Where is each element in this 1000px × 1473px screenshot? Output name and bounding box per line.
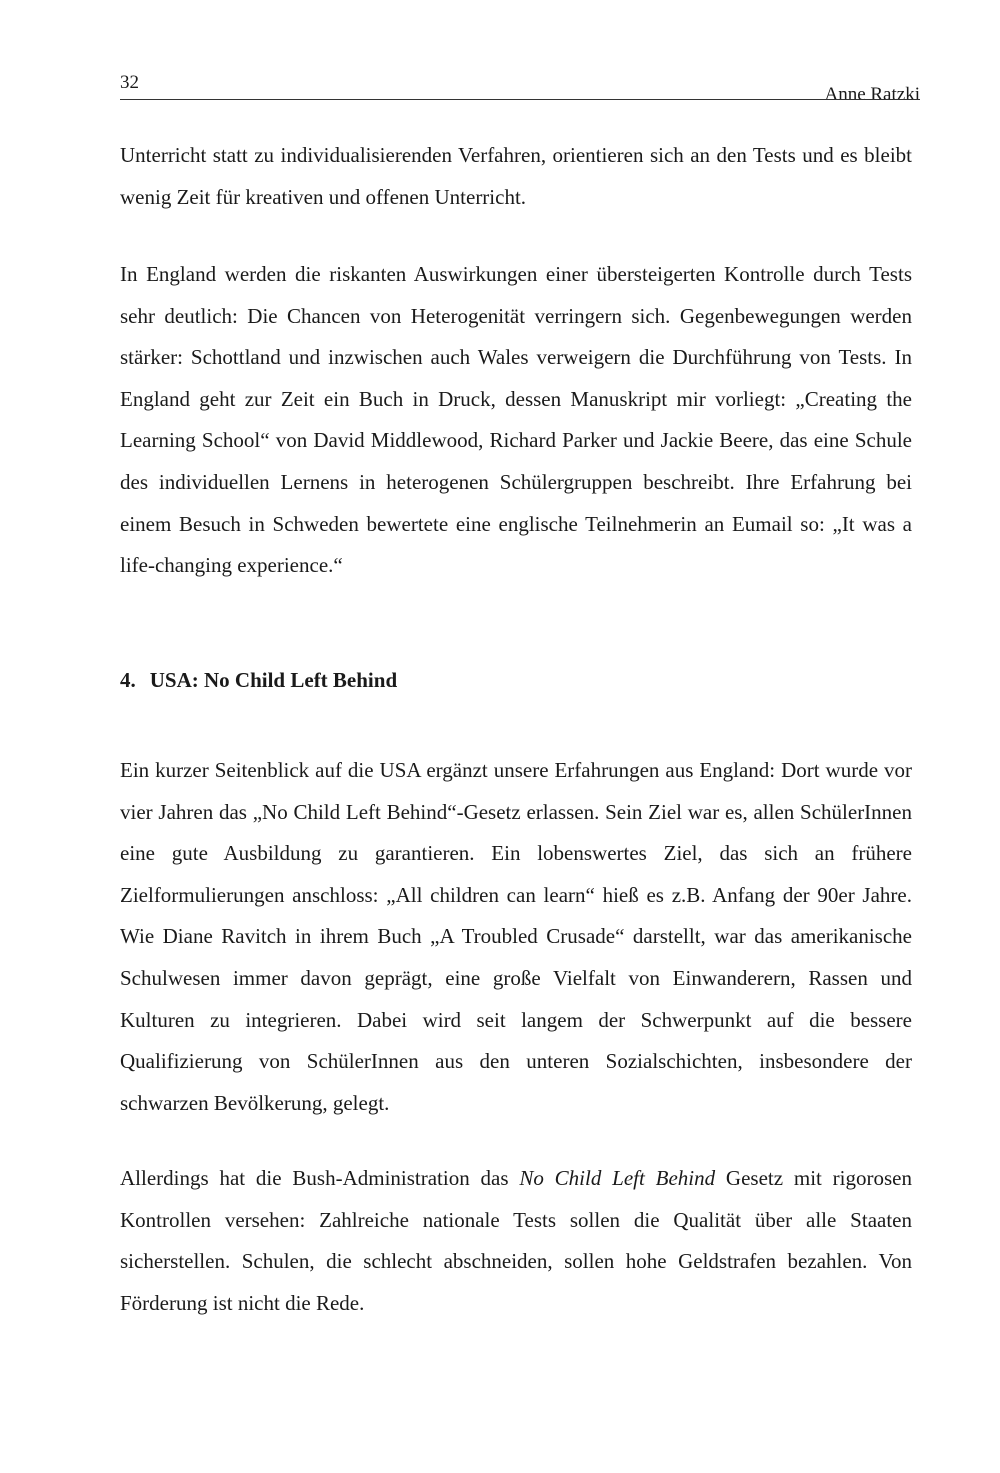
paragraph-2: In England werden die riskanten Auswirkungen einer übersteigerten Kontrolle durch Tests sehr deutlich: Die Chancen von Heterogenität verringern sich. Gegenbewegungen werden stärker: Schottland und inzwischen auch Wales verweigern die Durchführung von Tests. In England geht zur Zeit ein Buch in Druck, dessen Manuskript mir vorliegt: „Creating the Learning School“ von David Middlewood, Richard Parker und Jackie Beere, das eine Schule des individuellen Lernens in heterogenen Schülergruppen beschreibt. Ihre Erfahrung bei einem Besuch in Schweden bewertete eine englische Teilnehmerin an Eumail so: „It was a life-changing experience.“ (120, 262, 912, 578)
paragraph-4-text-start: Allerdings hat die Bush-Administration das (120, 1166, 520, 1190)
paragraph-4 (120, 1158, 912, 1324)
page-number: 32 (120, 72, 139, 93)
section-title: USA: No Child Left Behind (149, 668, 398, 692)
page-header (120, 72, 920, 105)
paragraph-4-text-end: Gesetz mit rigorosen Kontrollen versehen: Zahlreiche nationale Tests sollen die Qualität über alle Staaten sicherstellen. Schulen, die schlecht abschneiden, sollen hohe Geldstrafen bezahlen. Von Förderung ist nicht die Rede. (120, 1166, 912, 1315)
running-head-author: Anne Ratzki (824, 84, 920, 105)
paragraph-3: Ein kurzer Seitenblick auf die USA ergänzt unsere Erfahrungen aus England: Dort wurde vor vier Jahren das „No Child Left Behind“-Gesetz erlassen. Sein Ziel war es, allen SchülerInnen eine gute Ausbildung zu garantieren. Ein lobenswertes Ziel, das sich an frühere Zielformulierungen anschloss: „All children can learn“ hieß es z.B. Anfang der 90er Jahre. Wie Diane Ravitch in ihrem Buch „A Troubled Crusade“ darstellt, war das amerikanische Schulwesen immer davon geprägt, eine große Vielfalt von Einwanderern, Rassen und Kulturen zu integrieren. Dabei wird seit langem der Schwerpunkt auf die bessere Qualifizierung von SchülerInnen aus den unteren Sozialschichten, insbesondere der schwarzen Bevölkerung, gelegt. (120, 758, 912, 1115)
header-rule (120, 99, 920, 100)
section-number: 4. (120, 668, 136, 692)
paragraph-4-italic-title: No Child Left Behind (519, 1166, 716, 1190)
paragraph-1: Unterricht statt zu individualisierenden Verfahren, orientieren sich an den Tests und es bleibt wenig Zeit für kreativen und offenen Unterricht. (120, 143, 912, 209)
section-heading (120, 668, 397, 693)
